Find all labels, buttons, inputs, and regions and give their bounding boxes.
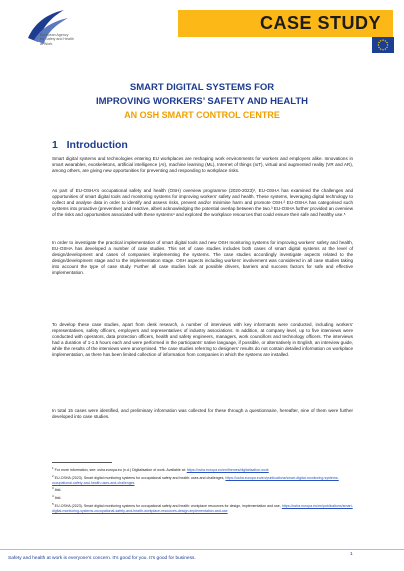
- banner-title: CASE STUDY: [259, 13, 381, 33]
- footer-divider: [0, 549, 404, 550]
- footnote-number: 5: [52, 502, 54, 507]
- document-title-line-2: IMPROVING WORKERS’ SAFETY AND HEALTH: [95, 96, 308, 107]
- footnote-text: EU-OSHA (2023). Smart digital monitoring systems for occupational safety and health: uses and challenges,: [54, 476, 225, 481]
- footnote-link[interactable]: https://osha.europa.eu/en/themes/digitalisation-work: [186, 468, 269, 473]
- footnote-divider: [52, 462, 112, 463]
- footnote-link[interactable]: https://osha.europa.eu/en/publications/smart-digital-monitoring-systems-occupational-safety-and-health-uses-and-challenges: [52, 476, 339, 485]
- logo-text: [40, 33, 100, 46]
- footer-slogan: Safety and health at work is everyone’s concern. It’s good for you. It’s good for business.: [8, 556, 196, 561]
- footnote-link[interactable]: https://osha.europa.eu/en/publications/smart-digital-monitoring-systems-occupational-safety-and-health-workplace-resources-design-implementation-and-use: [52, 504, 353, 513]
- logo-line: at Work: [40, 41, 53, 46]
- case-study-banner: [178, 10, 393, 37]
- section-heading: [52, 139, 128, 151]
- body-paragraph: In order to investigate the practical implementation of smart digital tools and new OSH monitoring systems for improving workers’ safety and health, EU-OSHA has developed a number of case studies. This set of case studies includes both cases of smart digital systems at the level of design/development and cases of companies implementing the systems. The case studies accordingly investigate aspects related to the design/development stage and to the implementation stage. OSH aspects including workers’ involvement was considered in all case studies taking into account the type of case study. Further all case studies look at possible drivers, barriers and success factors for safe and effective implementation.: [52, 240, 353, 276]
- footnote-text: Ibid.: [54, 488, 62, 493]
- footnote-number: 4: [52, 494, 54, 499]
- footnote-text: Ibid.: [54, 496, 62, 501]
- logo-line: for Safety and Health: [40, 37, 74, 42]
- document-subtitle: AN OSH SMART CONTROL CENTRE: [124, 110, 280, 120]
- footnote-text: EU-OSHA (2023). Smart digital monitoring systems for occupational safety and health: workplace resources for design, implementation and use,: [54, 504, 281, 509]
- section-number: 1: [52, 139, 58, 151]
- footnote: [52, 486, 353, 493]
- footnote: [52, 474, 353, 485]
- footnote-text: For more information, see: osha.europa.eu (n.d.) Digitalisation of work. Available at:: [54, 468, 186, 473]
- document-title-line-1: SMART DIGITAL SYSTEMS FOR: [129, 82, 275, 93]
- section-title: Introduction: [66, 139, 128, 151]
- body-paragraph: Smart digital systems and technologies entering EU workplaces are reshaping work environments for workers and employers alike. Innovations in smart wearables, exoskeletons, artificial intelligence (AI), machine learning (ML), Internet of things (IoT), virtual and augmented reality (VR and AR), among others, are giving new opportunities for preventing and responding to workplace risks.: [52, 156, 353, 174]
- logo-line: European Agency: [40, 33, 69, 37]
- page-number: 1: [350, 552, 353, 557]
- eu-osha-logo: [20, 6, 130, 58]
- footnote: [52, 494, 353, 501]
- footnotes: [52, 466, 353, 515]
- body-paragraph: To develop these case studies, apart from desk research, a number of interviews with key informants were conducted, including workers’ representatives, safety officers, employers and representatives of industry associations. In addition, at company level, up to five interviews were conducted with operators, data protection officers, health and safety engineers, managers, work councillors and technology officers. The interviews had a duration of 1-1.5 hours each and were performed in the participants’ native language, if possible, or alternatively in English, an interview guide, while the results of the interviews were anonymised. The case studies referring to designers’ results do not contain detailed information on workplace implementation, as there has been limited collection of information from companies in which the systems are installed.: [52, 322, 353, 358]
- footnote-number: 1: [52, 466, 54, 470]
- body-paragraph: In total 15 cases were identified, and preliminary information was collected for these through a questionnaire, hereafter, nine of them were further developed into case studies.: [52, 408, 353, 420]
- eu-flag-icon: [372, 37, 394, 53]
- footnote: [52, 466, 353, 473]
- body-paragraph: As part of EU-OSHA’s occupational safety and health (OSH) overview programme (2020-2023)¹, EU-OSHA has examined the challenges and opportunities of smart digital tools and monitoring systems for improving workers’ safety and health. These systems, leveraging digital technology to collect and analyse data in order to identify and assess risks, prevent and/or minimise harm and promote OSH.² EU-OSHA has categorised such systems into proactive (preventive) and reactive, albeit acknowledging the potential overlap between the two.³ EU-OSHA further provided an overview of the risks and opportunities associated with these systems⁴ and explored the workplace resources that could ensure their safe and healthy use.⁵: [52, 188, 353, 218]
- footnote-number: 3: [52, 486, 54, 491]
- footnote: [52, 502, 353, 513]
- footnote-number: 2: [52, 473, 54, 478]
